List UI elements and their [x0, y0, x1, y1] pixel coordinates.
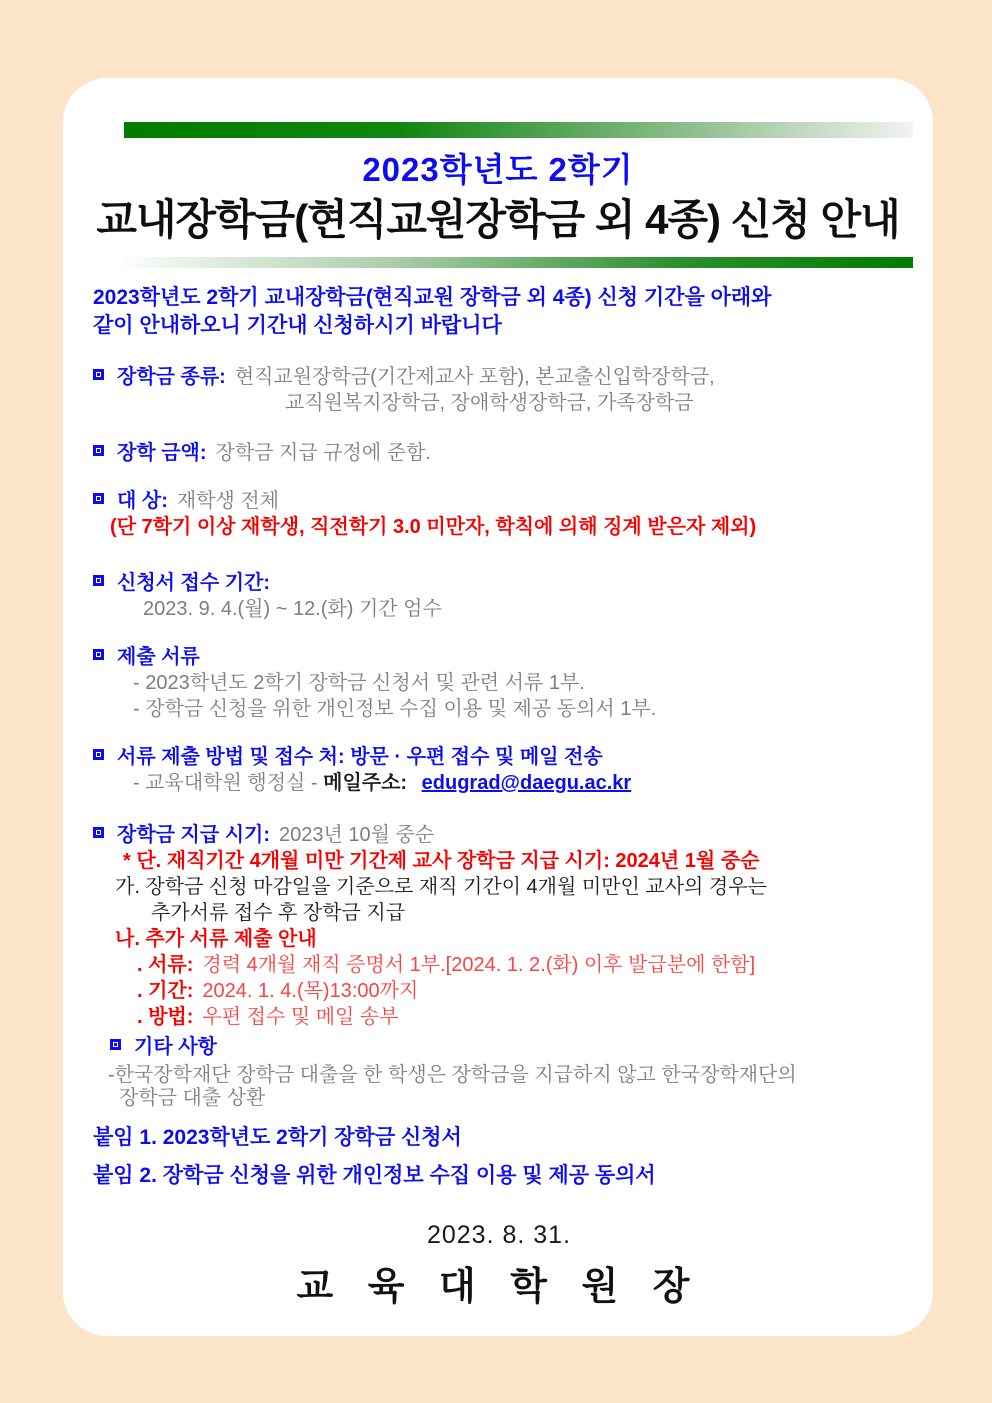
email-link[interactable]: edugrad@daegu.ac.kr [421, 772, 632, 794]
scholarship-amount-value: 장학금 지급 규정에 준함. [215, 442, 431, 464]
payment-clause-na: 나. 추가 서류 제출 안내 [115, 928, 317, 950]
payment-timing-value: 2023년 10월 중순 [279, 824, 435, 846]
page-title-year: 2023학년도 2학기 [362, 151, 634, 188]
page-title: 교내장학금(현직교원장학금 외 4종) 신청 안내 [96, 196, 900, 243]
additional-period-label: . 기간: [137, 980, 194, 1002]
square-bullet-icon [93, 493, 104, 504]
scholarship-types-label: 장학금 종류: [117, 366, 226, 388]
section-application-period [93, 570, 905, 596]
etc-item-line2: 장학금 대출 상환 [119, 1087, 266, 1109]
intro-line-2: 같이 안내하오니 기간내 신청하시기 바랍니다 [93, 314, 502, 337]
attachment-2: 붙임 2. 장학금 신청을 위한 개인정보 수집 이용 및 제공 동의서 [93, 1164, 656, 1187]
additional-period-value: 2024. 1. 4.(목)13:00까지 [202, 980, 419, 1002]
section-target [93, 488, 905, 514]
signature-dean-of-graduate-school: 교 육 대 학 원 장 [296, 1266, 702, 1308]
header-rule-top [124, 122, 913, 138]
target-value: 재학생 전체 [176, 490, 280, 512]
email-label: 메일주소: [323, 772, 408, 794]
payment-timing-label: 장학금 지급 시기: [117, 824, 271, 846]
additional-doc-line [137, 952, 905, 978]
etc-label: 기타 사항 [134, 1036, 217, 1058]
target-label: 대 상: [117, 490, 168, 512]
payment-clause-ga-line2: 추가서류 접수 후 장학금 지급 [151, 902, 406, 924]
additional-method-label: . 방법: [137, 1006, 194, 1028]
section-scholarship-types [93, 364, 905, 416]
additional-doc-label: . 서류: [137, 954, 194, 976]
section-required-documents [93, 644, 905, 670]
square-bullet-icon [93, 649, 104, 660]
square-bullet-icon [110, 1039, 121, 1050]
additional-period-line [137, 978, 905, 1004]
payment-clause-ga-line1: 가. 장학금 신청 마감일을 기준으로 재직 기간이 4개월 미만인 교사의 경우는 [115, 876, 767, 898]
square-bullet-icon [93, 749, 104, 760]
target-exclusion-note: (단 7학기 이상 재학생, 직전학기 3.0 미만자, 학칙에 의해 징계 받은자 제외) [110, 516, 757, 538]
section-etc [110, 1034, 905, 1060]
additional-method-line [137, 1004, 905, 1030]
section-payment-timing [93, 822, 905, 848]
required-documents-label: 제출 서류 [117, 646, 200, 668]
square-bullet-icon [93, 575, 104, 586]
square-bullet-icon [93, 369, 104, 380]
payment-exception-note: * 단. 재직기간 4개월 미만 기간제 교사 장학금 지급 시기: 2024년 1월 중순 [123, 850, 760, 872]
intro-paragraph [93, 284, 905, 340]
scholarship-types-value-line2: 교직원복지장학금, 장애학생장학금, 가족장학금 [285, 392, 694, 414]
document-body [63, 268, 933, 1308]
scholarship-types-value: 현직교원장학금(기간제교사 포함), 본교출신입학장학금, [234, 366, 715, 388]
application-period-label: 신청서 접수 기간: [117, 572, 271, 594]
additional-method-value: 우편 접수 및 메일 송부 [202, 1006, 399, 1028]
required-documents-item-2: - 장학금 신청을 위한 개인정보 수집 이용 및 제공 동의서 1부. [133, 698, 657, 720]
additional-doc-value: 경력 4개월 재직 증명서 1부.[2024. 1. 2.(화) 이후 발급분에 한함] [202, 954, 756, 976]
square-bullet-icon [93, 445, 104, 456]
required-documents-item-1: - 2023학년도 2학기 장학금 신청서 및 관련 서류 1부. [133, 672, 585, 694]
submission-method-label: 서류 제출 방법 및 접수 처: 방문 · 우편 접수 및 메일 전송 [117, 746, 603, 768]
submission-office-line [133, 770, 905, 796]
section-scholarship-amount [93, 440, 905, 466]
section-submission-method [93, 744, 905, 770]
header-rule-bottom [122, 257, 913, 268]
scholarship-amount-label: 장학 금액: [117, 442, 207, 464]
application-period-value: 2023. 9. 4.(월) ~ 12.(화) 기간 엄수 [143, 598, 442, 620]
submission-office: - 교육대학원 행정실 - [133, 772, 318, 794]
document-card [63, 78, 933, 1336]
attachment-1: 붙임 1. 2023학년도 2학기 장학금 신청서 [93, 1126, 462, 1149]
etc-item-line1: -한국장학재단 장학금 대출을 한 학생은 장학금을 지급하지 않고 한국장학재단의 [108, 1064, 797, 1086]
intro-line-1: 2023학년도 2학기 교내장학금(현직교원 장학금 외 4종) 신청 기간을 아래와 [93, 286, 772, 309]
document-date: 2023. 8. 31. [426, 1221, 572, 1249]
square-bullet-icon [93, 827, 104, 838]
